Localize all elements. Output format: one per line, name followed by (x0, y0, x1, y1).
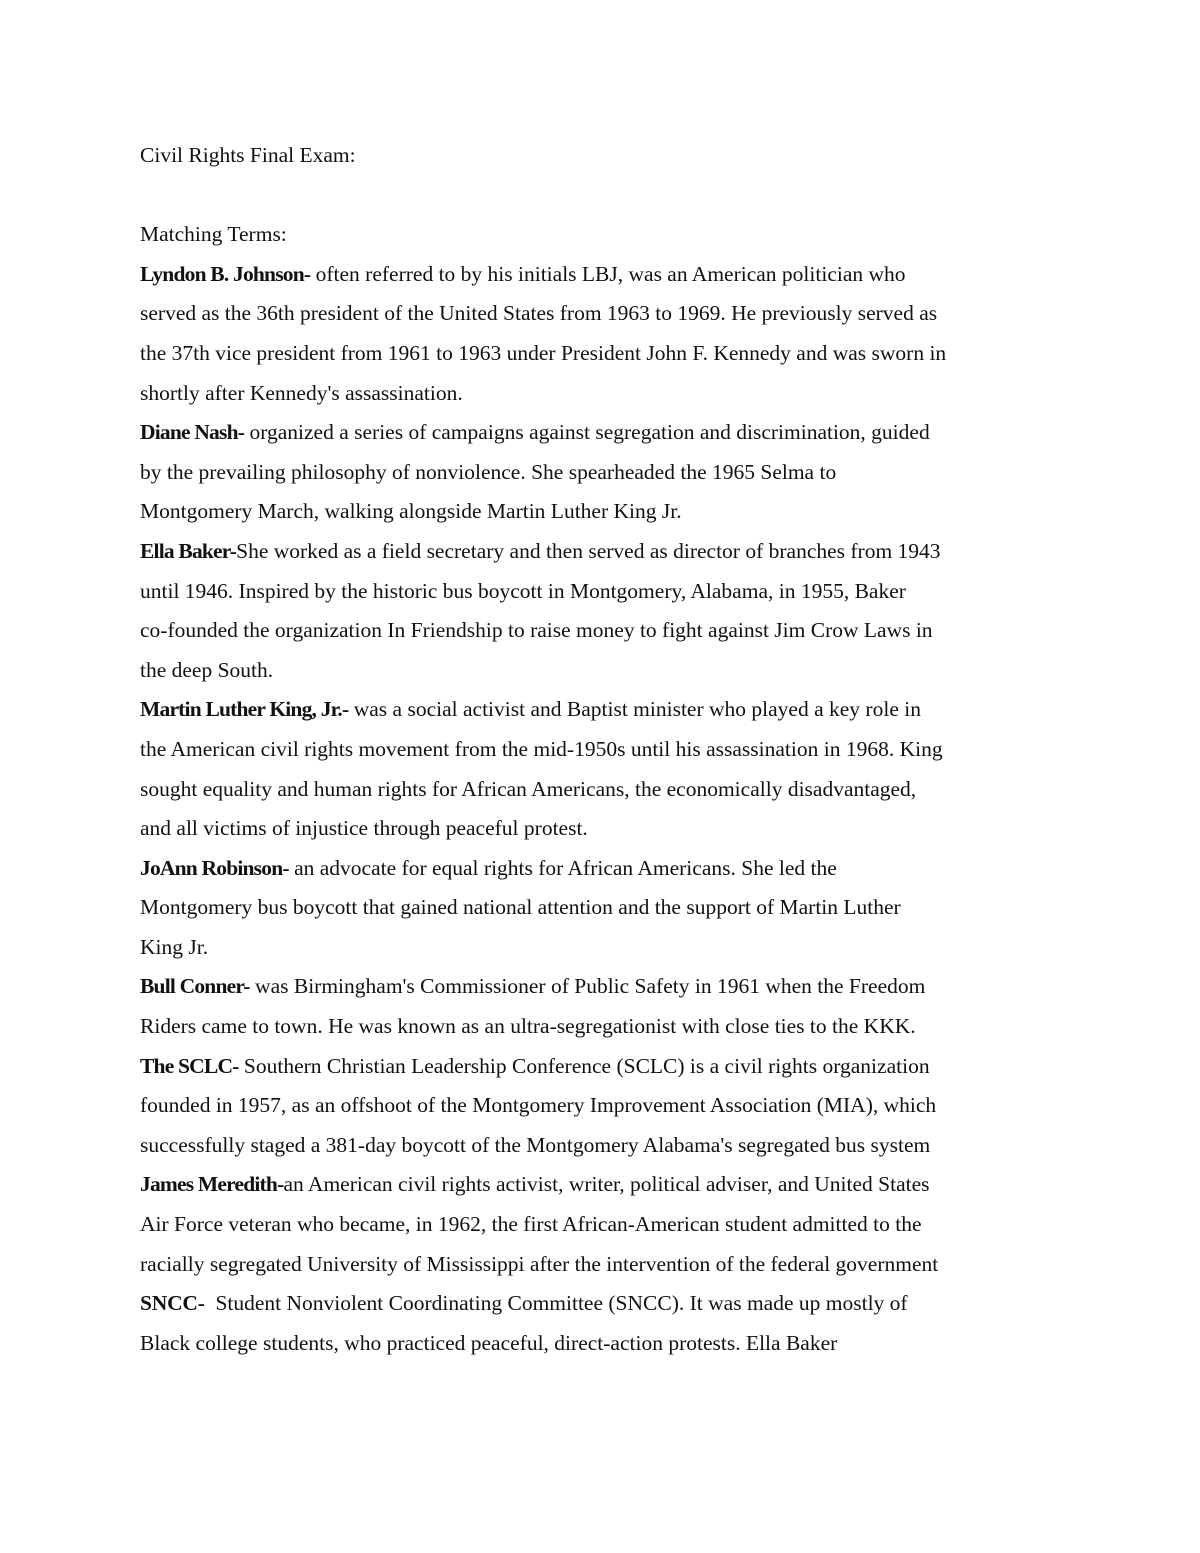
definition-line: co-founded the organization In Friendship to raise money to fight against Jim Crow Laws in (140, 618, 933, 643)
term-label: JoAnn Robinson- (140, 855, 289, 880)
term-entry-the-sclc (140, 1047, 1065, 1166)
entry-line (140, 413, 1065, 453)
term-entry-ella-baker (140, 532, 1065, 690)
definition-line: King Jr. (140, 934, 209, 959)
definition-line: Black college students, who practiced peaceful, direct-action protests. Ella Baker (140, 1330, 838, 1355)
term-entry-martin-luther-king-jr (140, 690, 1065, 848)
definition-line: the 37th vice president from 1961 to 1963 under President John F. Kennedy and was sworn in (140, 340, 947, 365)
term-label: Lyndon B. Johnson- (140, 261, 311, 286)
definition-text: was Birmingham's Commissioner of Public Safety in 1961 when the Freedom (249, 974, 926, 999)
definition-line: the American civil rights movement from the mid-1950s until his assassination in 1968. King (140, 736, 943, 761)
document-title: Civil Rights Final Exam: (140, 143, 356, 167)
definition-text: often referred to by his initials LBJ, was an American politician who (310, 261, 906, 286)
document-page (140, 136, 1065, 1363)
section-heading: Matching Terms: (140, 222, 287, 247)
definition-text: an American civil rights activist, writer, political adviser, and United States (283, 1172, 930, 1197)
definition-line: the deep South. (140, 657, 274, 682)
definition-text: Student Nonviolent Coordinating Committee (SNCC). It was made up mostly of (204, 1291, 908, 1316)
definition-text: an advocate for equal rights for African Americans. She led the (288, 855, 837, 880)
entry-line (140, 255, 1065, 295)
term-entry-joann-robinson (140, 849, 1065, 968)
definition-line: by the prevailing philosophy of nonviolence. She spearheaded the 1965 Selma to (140, 459, 837, 484)
definition-line: successfully staged a 381-day boycott of the Montgomery Alabama's segregated bus system (140, 1132, 931, 1157)
term-entry-james-meredith (140, 1165, 1065, 1284)
entry-line (140, 1047, 1065, 1087)
definition-line: until 1946. Inspired by the historic bus boycott in Montgomery, Alabama, in 1955, Baker (140, 578, 906, 603)
definition-text: organized a series of campaigns against segregation and discrimination, guided (244, 420, 930, 445)
entry-line (140, 1284, 1065, 1324)
definition-line: sought equality and human rights for African Americans, the economically disadvantaged, (140, 776, 917, 801)
definition-line: Riders came to town. He was known as an ultra-segregationist with close ties to the KKK. (140, 1014, 916, 1039)
definition-line: shortly after Kennedy's assassination. (140, 380, 463, 405)
entry-line (140, 849, 1065, 889)
definition-line: founded in 1957, as an offshoot of the Montgomery Improvement Association (MIA), which (140, 1093, 937, 1118)
term-entry-sncc (140, 1284, 1065, 1363)
term-label: SNCC- (140, 1291, 205, 1316)
term-label: James Meredith- (140, 1172, 284, 1197)
entry-line (140, 690, 1065, 730)
entry-line (140, 967, 1065, 1007)
definition-line: Air Force veteran who became, in 1962, the first African-American student admitted to the (140, 1212, 922, 1237)
term-entry-bull-conner (140, 967, 1065, 1046)
term-label: Bull Conner- (140, 974, 250, 999)
entry-line (140, 1165, 1065, 1205)
term-label: Ella Baker- (140, 538, 237, 563)
definition-text: Southern Christian Leadership Conference (SCLC) is a civil rights organization (238, 1053, 930, 1078)
term-label: The SCLC- (140, 1053, 239, 1078)
entry-line (140, 532, 1065, 572)
definition-line: Montgomery bus boycott that gained national attention and the support of Martin Luther (140, 895, 901, 920)
term-entry-lyndon-b-johnson (140, 255, 1065, 413)
definition-line: served as the 36th president of the United States from 1963 to 1969. He previously served as (140, 301, 938, 326)
definition-text: She worked as a field secretary and then served as director of branches from 1943 (236, 538, 941, 563)
term-label: Martin Luther King, Jr.- (140, 697, 349, 722)
definition-line: racially segregated University of Mississippi after the intervention of the federal government (140, 1251, 939, 1276)
term-entry-diane-nash (140, 413, 1065, 532)
term-label: Diane Nash- (140, 420, 245, 445)
definition-line: and all victims of injustice through peaceful protest. (140, 816, 588, 841)
definition-line: Montgomery March, walking alongside Martin Luther King Jr. (140, 499, 682, 524)
definition-text: was a social activist and Baptist minister who played a key role in (348, 697, 921, 722)
